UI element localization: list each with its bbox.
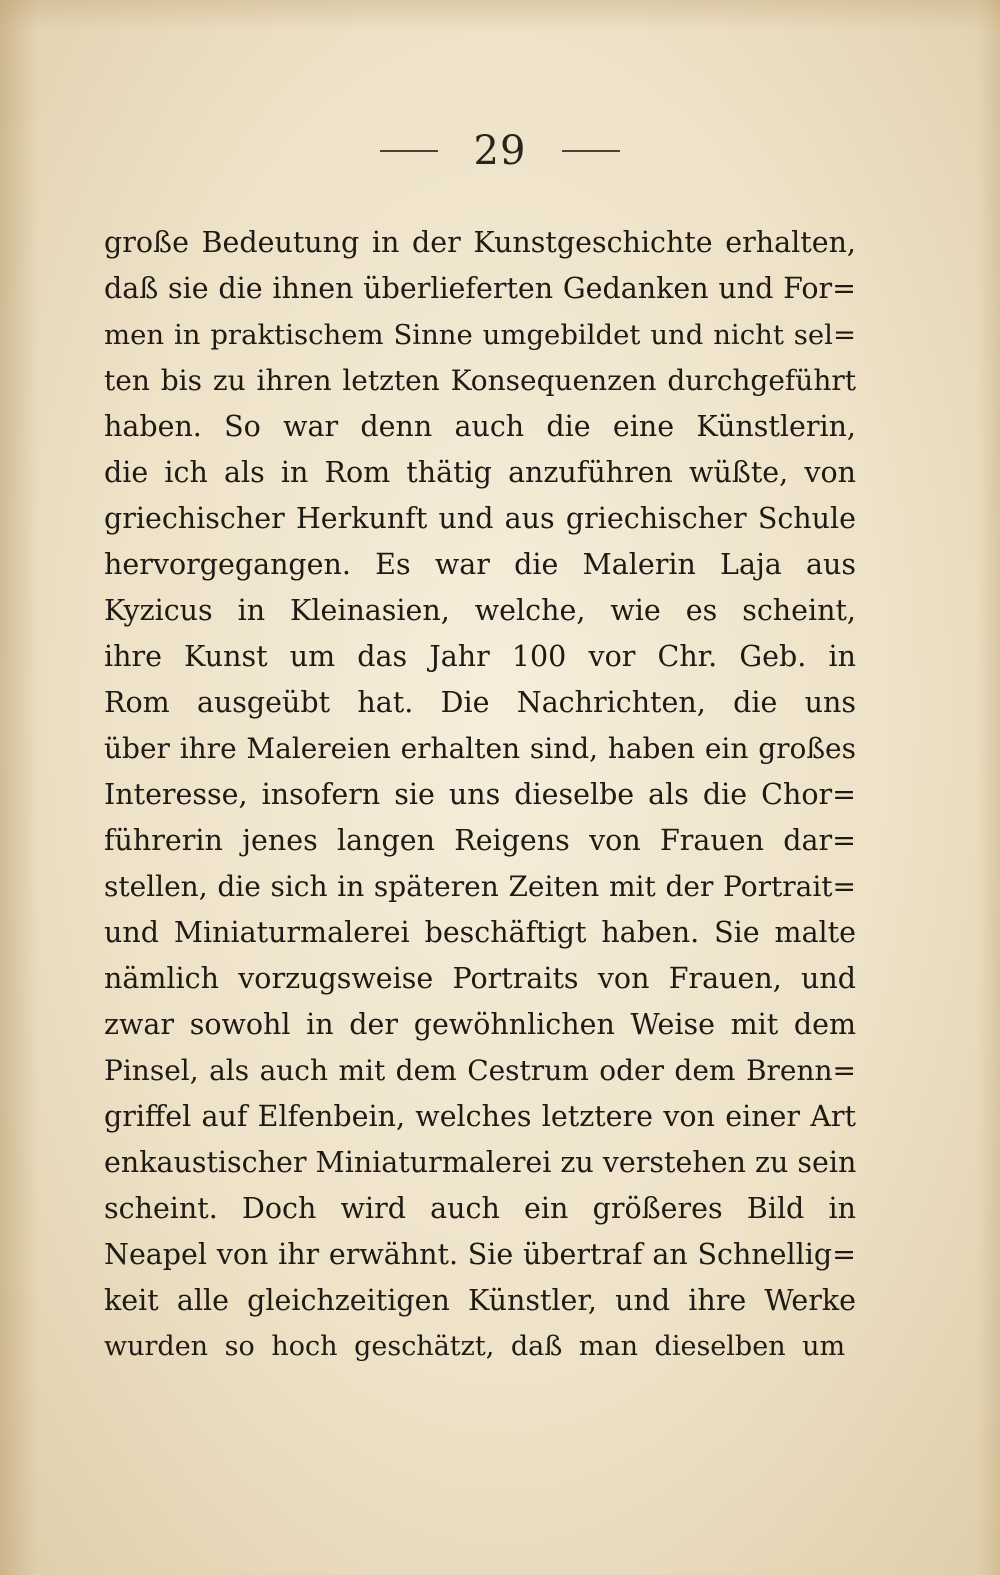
header-dash-left xyxy=(380,150,438,152)
text-line: Rom ausgeübt hat. Die Nachrichten, die uns xyxy=(104,686,856,719)
text-line: über ihre Malereien erhalten sind, haben ein großes xyxy=(104,732,856,765)
header-dash-right xyxy=(562,150,620,152)
text-line: men in praktischem Sinne umgebildet und nicht sel= xyxy=(104,319,856,351)
text-line: scheint. Doch wird auch ein größeres Bild in xyxy=(104,1192,856,1225)
text-line: große Bedeutung in der Kunstgeschichte erhalten, xyxy=(104,226,856,259)
text-line: Kyzicus in Kleinasien, welche, wie es scheint, xyxy=(104,594,856,627)
text-line: haben. So war denn auch die eine Künstlerin, xyxy=(104,410,856,443)
text-line: griechischer Herkunft und aus griechischer Schule xyxy=(104,502,856,535)
text-line: griffel auf Elfenbein, welches letztere von einer Art xyxy=(104,1100,856,1133)
page-number: 29 xyxy=(473,128,527,174)
page-edge-shadow-left xyxy=(0,0,38,1575)
text-line: stellen, die sich in späteren Zeiten mit der Portrait= xyxy=(104,870,856,903)
text-line: daß sie die ihnen überlieferten Gedanken und For= xyxy=(104,272,856,305)
text-line: hervorgegangen. Es war die Malerin Laja aus xyxy=(104,548,856,581)
text-line: Interesse, insofern sie uns dieselbe als die Chor= xyxy=(104,778,856,811)
page-edge-shadow-top xyxy=(0,0,1000,30)
text-line: wurden so hoch geschätzt, daß man dieselben um xyxy=(104,1331,846,1362)
text-line: die ich als in Rom thätig anzuführen wüßte, von xyxy=(104,456,856,489)
text-line: ihre Kunst um das Jahr 100 vor Chr. Geb. in xyxy=(104,640,856,673)
text-line: Neapel von ihr erwähnt. Sie übertraf an Schnellig= xyxy=(104,1238,856,1271)
body-text xyxy=(104,220,856,1370)
text-line: Pinsel, als auch mit dem Cestrum oder dem Brenn= xyxy=(104,1054,856,1087)
text-line: zwar sowohl in der gewöhnlichen Weise mit dem xyxy=(104,1008,856,1041)
page-header xyxy=(0,128,1000,174)
text-line: und Miniaturmalerei beschäftigt haben. Sie malte xyxy=(104,916,856,949)
text-line: ten bis zu ihren letzten Konsequenzen durchgeführt xyxy=(104,364,856,397)
text-line: führerin jenes langen Reigens von Frauen dar= xyxy=(104,824,856,857)
text-line: keit alle gleichzeitigen Künstler, und ihre Werke xyxy=(104,1284,856,1317)
text-line: enkaustischer Miniaturmalerei zu verstehen zu sein xyxy=(104,1146,857,1179)
text-line: nämlich vorzugsweise Portraits von Frauen, und xyxy=(104,962,856,995)
page-edge-shadow-right xyxy=(978,0,1000,1575)
